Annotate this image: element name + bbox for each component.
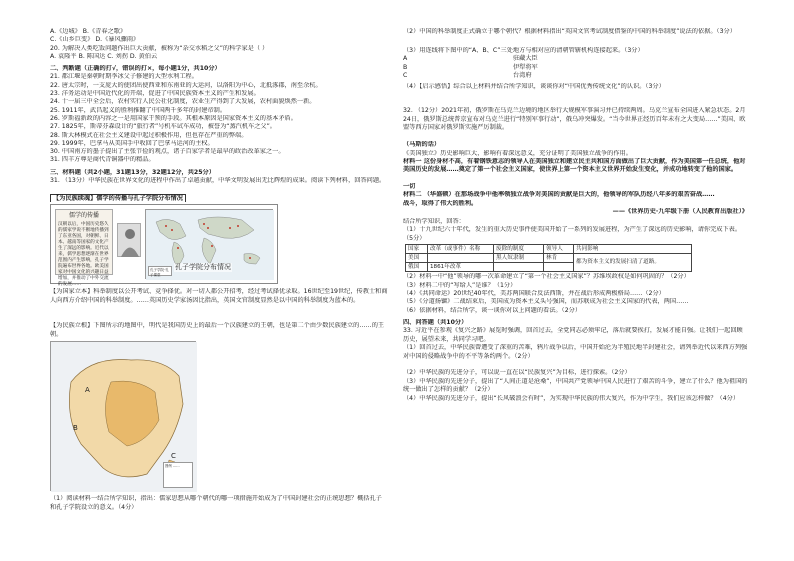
q32-subq6: （6）依据材料，结合所学，谈一谈你对以上问题的看法。（2分）: [403, 306, 582, 314]
option-value: 伊犁将军: [513, 63, 538, 71]
right-column: [403, 28, 748, 412]
q32-subq3: （3）材料二中的“写给人”是谁？（1分）: [403, 281, 517, 289]
judge-item: 25. 1911年，武昌起义的胜利推翻了中国两千多年的封建帝制。: [50, 106, 227, 114]
q31-subq4: （4）【启示感悟】综合以上材料并结合所学知识，谈谈你对“中国优秀传统文化”的认识。（3分）: [403, 83, 665, 91]
table-header-cell: 共同影响: [574, 245, 692, 254]
map-option-a: [403, 55, 748, 64]
option-key: A: [403, 55, 408, 63]
q33-subq2: （2）中华民族的先进分子，可以说一直在以“民族复兴”为目标，进行探索。（2分）: [403, 369, 631, 377]
judge-item: 26. 罗斯福新政的内容之一是用国家干预的手段。其根本原因是国家资本主义的基本矛盾。: [50, 114, 297, 122]
q32-quote-label: （马斯的话）: [403, 141, 441, 149]
q19-options-row1: A.《边城》 B.《青春之歌》: [50, 28, 127, 35]
confucianism-textbox: [55, 209, 113, 287]
q32-material2: 材料二 （华盛顿）在那场战争中他率领独立战争对美国的贡献是巨大的，他领导的军队历经八年多的艰苦奋战……: [403, 191, 715, 199]
section2-title: 二、判断题（正确的打√，错误的打×，每小题1分，共10分）: [50, 65, 221, 73]
table-header-cell: 改革（或事件）名称: [428, 245, 494, 254]
judge-item: 21. 都江堰是秦朝时期李冰父子修建的大型水利工程。: [50, 73, 198, 81]
q32-line: 一切: [403, 182, 416, 190]
option-value: 驻藏大臣: [513, 55, 538, 63]
section4-title: 四、问答题（共10分）: [403, 318, 468, 326]
left-column: [50, 28, 388, 512]
q31-subq2: （2）中国的科举制度正式确立于哪个朝代？根据材料指出“英国文官考试制度借鉴的中国的科举制度”说法的依据。（3分）: [403, 28, 736, 35]
svg-text:B: B: [73, 424, 78, 433]
table-cell: 黑人奴隶制: [494, 254, 544, 263]
judge-item: 23. 洋务运动是中国近代化的开端，促进了中国民族资本主义的产生和发展。: [50, 90, 260, 98]
judge-item: 31. 四羊方尊是商代青铜器中的精品。: [50, 156, 155, 164]
q31-material2: 【为国家立本】科举制度以公开考试、竞争择优。对一切人都公开招考，经过考试择优录取。16世纪至19世纪，传教士和商人向西方介绍中国的科举制度。……英国历史学家汤因比指出，英国文官制度显然是以中国的科举制度为蓝本的。: [50, 288, 388, 304]
map-option-c: [403, 72, 748, 81]
table-cell: 1861年改革: [428, 263, 494, 272]
judge-item: 22. 唐太宗时，一支庞大的使团出使西亚和东南亚的大运河，以洛阳为中心，北抵涿郡，南至余杭。: [50, 81, 322, 89]
table-cell[interactable]: [544, 263, 574, 272]
table-cell: 美国: [406, 254, 428, 263]
table-cell: 都为资本主义的发展扫清了道路。: [574, 254, 692, 272]
q33-stem: 33. 习近平在参观《复兴之路》展览时强调，回首过去，全党同志必须牢记，落后就要挨打，发展才能自强。让我们一起回顾历史，展望未来，共同学习吧。: [403, 327, 743, 343]
q32-line: 战斗，取得了伟大的胜利。: [403, 199, 478, 207]
option-key: B: [403, 63, 408, 71]
section3-title: 三、材料题（共2小题，31题13分，32题12分，共25分）: [50, 168, 215, 176]
table-cell: 林肯: [544, 254, 574, 263]
q31-material1-label: 【为民族续魂】儒学的传播与孔子学院分布情况: [50, 194, 186, 202]
judge-item: 28. 斯大林模式在社会主义建设中起过积极作用，但也存在严重的弊端。: [50, 131, 248, 139]
judge-item: 29. 1999年，巴拿马从美国手中收回了巴拿马运河的主权。: [50, 139, 214, 147]
svg-text:A: A: [85, 386, 90, 395]
q31-intro: 31. （13分）中华民族在世界文化的进程中作出了卓越贡献，中华文明发展出无比辉煌的成果。阅读下列材料，回答问题。: [50, 177, 386, 185]
q31-subq1: （1）阅读材料一结合所学知识，指出：儒家思想从哪个朝代的哪一项措施开始成为了中国封建社会的正统思想？概括孔子和孔子学院设立的意义。（4分）: [50, 495, 382, 511]
option-key: C: [403, 72, 408, 80]
q32-subq4: （4）《共同命运》20世纪40年代，美苏两国联合反法西斯，并在战后形成两极格局……（2分）: [403, 290, 665, 298]
institutes-map-caption: 孔子学院分布情况: [175, 262, 231, 271]
table-cell[interactable]: [494, 263, 544, 272]
table-header-cell: 废除的制度: [494, 245, 544, 254]
q32-line: 《美国独立》历史影响巨大，影响有着深远意义，充分证明了美国独立战争的作用。: [403, 149, 632, 157]
q20-options: A. 袁隆平 B. 陈国达 C. 刘拐 D. 黄伯云: [50, 52, 158, 60]
confucianism-body: 汉朝以后，中国历史悠久的儒家学说不断地传播到了东亚各国，对朝鲜、日本、越南等国家的文化产生了深远的影响。近代以来，儒学思想逐渐在世界范围内产生影响，孔子学院遍布世界各地。欧美国家对中国文化的兴趣日益增加，并推动了中外交流的发展……: [58, 222, 109, 287]
q32-subq2: （2）材料一中“他”领导的哪一次革命建立了“第一个社会主义国家”？苏维埃政权是如何巩固的？（2分）: [403, 273, 690, 281]
table-cell: 俄国: [406, 263, 428, 272]
q32-material1: 材料一 这份身材不高，有着钢铁意志的领导人在美国独立和建立民主共和国方面做出了巨大贡献，作为美国第一任总统，他对美国历史的发展……奠定了第一个社会主义国家，使世界上第一个资本主义世界开始发生变化，并成功地转变了他的国家。: [403, 157, 746, 174]
confucianism-title: 儒学的传播: [68, 212, 99, 220]
table-cell[interactable]: [428, 254, 494, 263]
q32-subq1: （1）十九世纪六十年代，发生的重大历史事件使美国开始了一系列的发展进程，为产生了深远的历史影响，请你完成下表。（5分）: [403, 226, 742, 242]
q20-stem: 20. 为解决人类吃饭问题作出巨大贡献，被称为“杂交水稻之父”的科学家是（ ）: [50, 44, 269, 52]
q32-subq5: （5）《分道扬镳》二战结束后，美国成为资本主义头号强国，而苏联成为社会主义国家的代表，两国……: [403, 298, 689, 306]
q32-source: ——《世界历史·九年级下册（人民教育出版社）》: [612, 207, 748, 215]
q32-tasks-head: 结合所学知识，回答：: [403, 218, 465, 226]
svg-text:C: C: [171, 452, 176, 461]
ming-dynasty-map: [50, 341, 196, 491]
q31-material3: 【为民族立根】下图所示的地图中，明代是我国历史上的最后一个汉族建立的王朝，也是第二个由少数民族建立的……的王朝。: [50, 322, 385, 338]
q33-subq4: （4）中华民族的先进分子，提出“长风破浪会有时”，为实现中华民族的伟大复兴，作为中学生，我们应该怎样做？（4分）: [403, 394, 740, 402]
table-row: [406, 254, 692, 263]
q33-subq3: （3）中华民族的先进分子，提出了“人间正道是沧桑”，中国共产党领导中国人民进行了艰苦的斗争，建立了什么？他为祖国的统一做出了怎样的贡献？（2分）: [403, 377, 748, 393]
confucius-portrait-icon: [118, 224, 142, 258]
q31-material1-heading: [50, 194, 388, 202]
q33-subq1: （1）回首过去，中华民族曾遭受了深重的苦难，鸦片战争以后，中国开始沦为半殖民地半封建社会，请列举近代以来西方列强对中国的侵略战争中的不平等条约两个。（2分）: [403, 344, 748, 360]
reform-comparison-table: [405, 244, 692, 272]
institutes-map-legend: 孔子学院·孔子课堂: [148, 266, 172, 276]
q32-stem: 32. （12分）2021年初，俄罗斯在乌克兰边境的地区举行大规模军事演习并已持续两周。乌克兰宣布全国进入紧急状态。2月24日，俄罗斯总统普京宣布对乌克兰进行“特别军事行动”，俄乌冲突爆发。“当今世界正经历百年未有之大变局……”美国、欧盟等西方国家对俄罗斯实施严厉制裁。: [403, 107, 746, 132]
map-option-b: [403, 64, 748, 73]
option-value: 台湾府: [513, 72, 532, 80]
q19-options-row2: C.《山乡巨变》 D.《暴风骤雨》: [50, 36, 140, 44]
judge-item: 24. 十一届三中全会后，农村实行人民公社化制度，农业生产得到了大发展，农村面貌焕然一新。: [50, 98, 316, 106]
q31-subq3: （3）用连线将下图中的“A、B、C”三处地方与相对应的清朝管辖机构连接起来。（3分）: [403, 47, 644, 54]
institutes-world-map: [145, 209, 273, 279]
confucius-figure: [50, 204, 278, 287]
ming-map-legend: 图例 ……: [163, 462, 193, 488]
judge-item: 27. 1825年，斯蒂芬森设计的“旅行者”号机车试车成功，被誉为“蒸汽机车之父”。: [50, 123, 276, 131]
table-header-row: [406, 245, 692, 254]
table-header-cell: 国家: [406, 245, 428, 254]
judge-item: 30. 中国南方的墨子提出了主张节俭的观点，诸子百家学者是最早的政治改革家之一。: [50, 148, 285, 156]
table-header-cell: 领导人: [544, 245, 574, 254]
confucius-portrait-image: [117, 223, 141, 257]
